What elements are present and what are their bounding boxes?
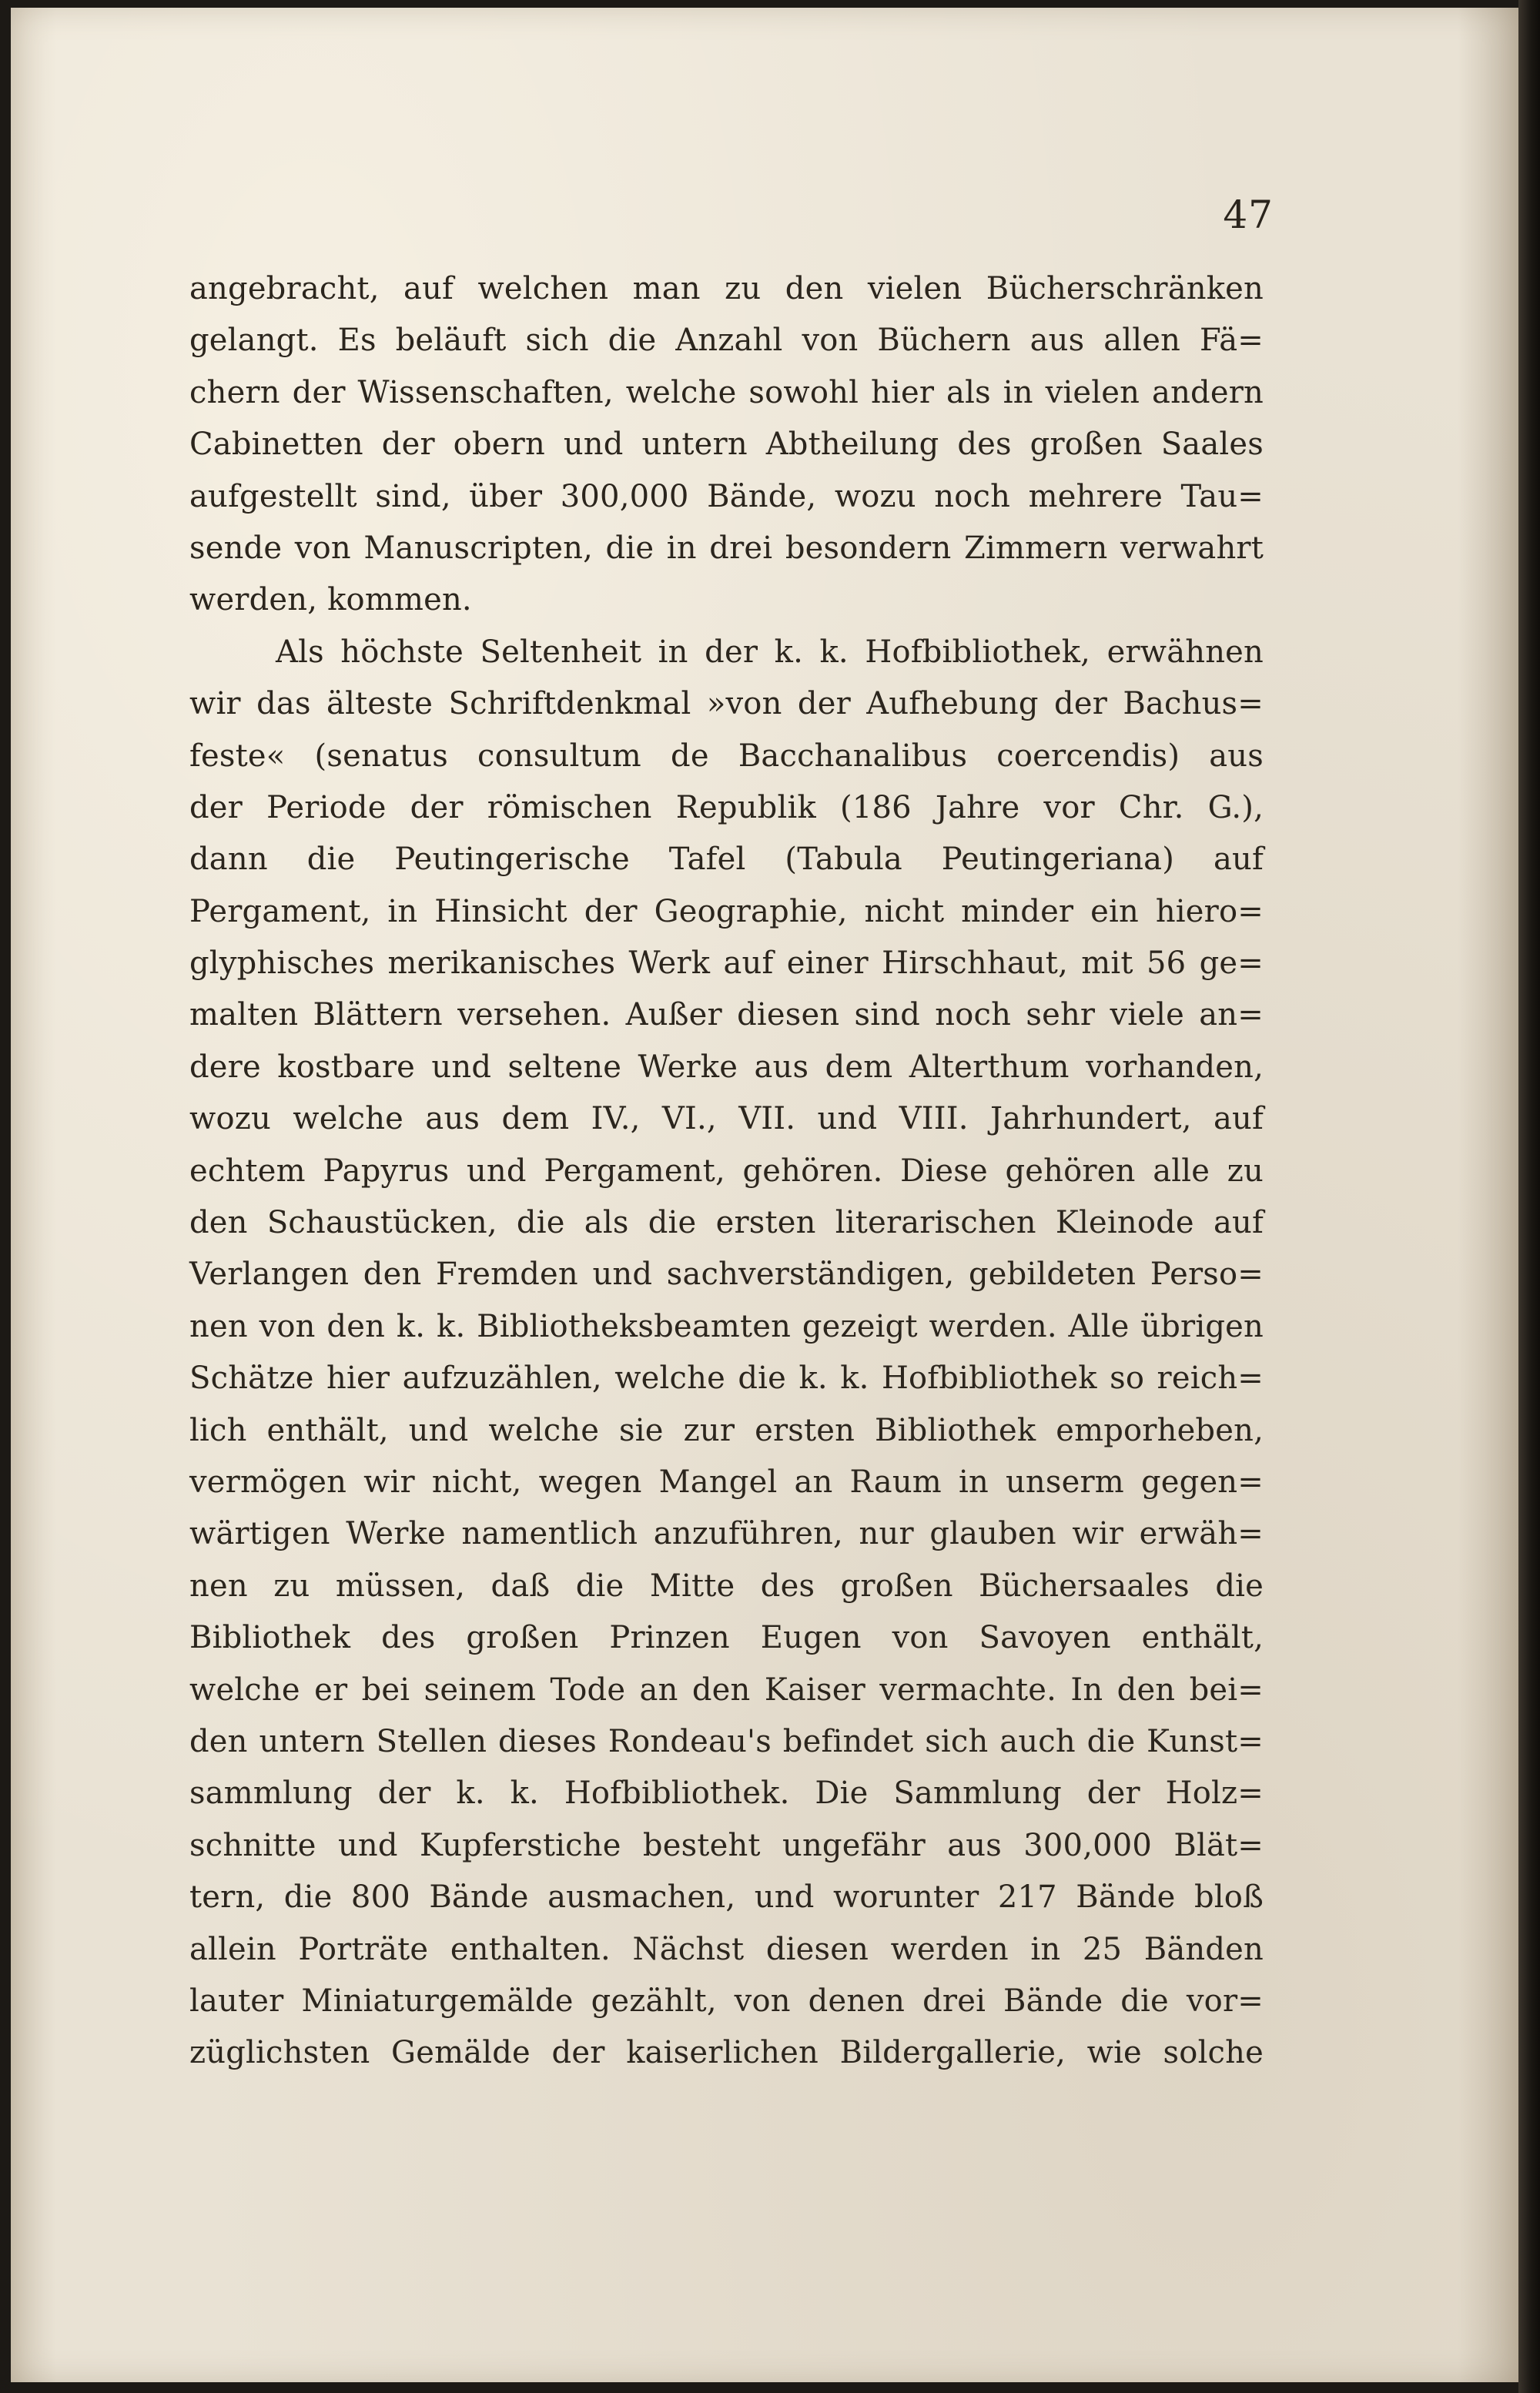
text-line: den Schaustücken, die als die ersten literarischen Kleinode auf xyxy=(189,1205,1264,1241)
text-line: sammlung der k. k. Hofbibliothek. Die Sammlung der Holz= xyxy=(189,1776,1264,1812)
text-line: Cabinetten der obern und untern Abtheilung des großen Saales xyxy=(189,427,1264,463)
text-line: allein Porträte enthalten. Nächst diesen werden in 25 Bänden xyxy=(189,1931,1264,1967)
text-line: nen von den k. k. Bibliotheksbeamten gezeigt werden. Alle übrigen xyxy=(189,1308,1264,1344)
text-line: wir das älteste Schriftdenkmal »von der Aufhebung der Bachus= xyxy=(189,686,1264,722)
text-line: sende von Manuscripten, die in drei besondern Zimmern verwahrt xyxy=(189,530,1264,566)
text-line: züglichsten Gemälde der kaiserlichen Bildergallerie, wie solche xyxy=(189,2035,1264,2071)
text-line: nen zu müssen, daß die Mitte des großen Büchersaales die xyxy=(189,1568,1264,1604)
text-line: den untern Stellen dieses Rondeau's befindet sich auch die Kunst= xyxy=(189,1723,1264,1759)
text-line: glyphisches merikanisches Werk auf einer Hirschhaut, mit 56 ge= xyxy=(189,945,1264,982)
text-line: wärtigen Werke namentlich anzuführen, nur glauben wir erwäh= xyxy=(189,1516,1264,1552)
text-line: Pergament, in Hinsicht der Geographie, nicht minder ein hiero= xyxy=(189,893,1264,929)
text-line: Verlangen den Fremden und sachverständigen, gebildeten Perso= xyxy=(189,1257,1264,1293)
text-line: schnitte und Kupferstiche besteht ungefähr aus 300,000 Blät= xyxy=(189,1827,1264,1863)
text-line: welche er bei seinem Tode an den Kaiser vermachte. In den bei= xyxy=(189,1672,1264,1708)
text-line: tern, die 800 Bände ausmachen, und worunter 217 Bände bloß xyxy=(189,1879,1264,1916)
text-line: wozu welche aus dem IV., VI., VII. und VIII. Jahrhundert, auf xyxy=(189,1101,1264,1137)
book-page xyxy=(11,8,1518,2382)
text-line: malten Blättern versehen. Außer diesen sind noch sehr viele an= xyxy=(189,997,1264,1033)
page-number: 47 xyxy=(1223,192,1274,237)
body-text xyxy=(189,263,1264,2080)
text-line: dann die Peutingerische Tafel (Tabula Peutingeriana) auf xyxy=(189,842,1264,878)
text-line: dere kostbare und seltene Werke aus dem Alterthum vorhanden, xyxy=(189,1049,1264,1085)
text-line: lich enthält, und welche sie zur ersten Bibliothek emporheben, xyxy=(189,1412,1264,1448)
text-line: aufgestellt sind, über 300,000 Bände, wozu noch mehrere Tau= xyxy=(189,478,1264,514)
text-line: werden, kommen. xyxy=(189,582,472,618)
text-line: vermögen wir nicht, wegen Mangel an Raum in unserm gegen= xyxy=(189,1464,1264,1500)
text-line: der Periode der römischen Republik (186 Jahre vor Chr. G.), xyxy=(189,789,1264,825)
text-line: gelangt. Es beläuft sich die Anzahl von Büchern aus allen Fä= xyxy=(189,323,1264,359)
text-line: angebracht, auf welchen man zu den vielen Bücherschränken xyxy=(189,271,1264,306)
book-binding-edge xyxy=(1518,0,1540,2393)
text-line: chern der Wissenschaften, welche sowohl hier als in vielen andern xyxy=(189,374,1264,410)
text-line: Schätze hier aufzuzählen, welche die k. k. Hofbibliothek so reich= xyxy=(189,1360,1264,1397)
paragraph-start-line: Als höchste Seltenheit in der k. k. Hofbibliothek, erwähnen xyxy=(276,634,1264,670)
text-line: lauter Miniaturgemälde gezählt, von denen drei Bände die vor= xyxy=(189,1983,1264,2019)
text-line: Bibliothek des großen Prinzen Eugen von Savoyen enthält, xyxy=(189,1620,1264,1656)
text-line: echtem Papyrus und Pergament, gehören. Diese gehören alle zu xyxy=(189,1153,1264,1189)
text-line: feste« (senatus consultum de Bacchanalibus coercendis) aus xyxy=(189,738,1264,774)
